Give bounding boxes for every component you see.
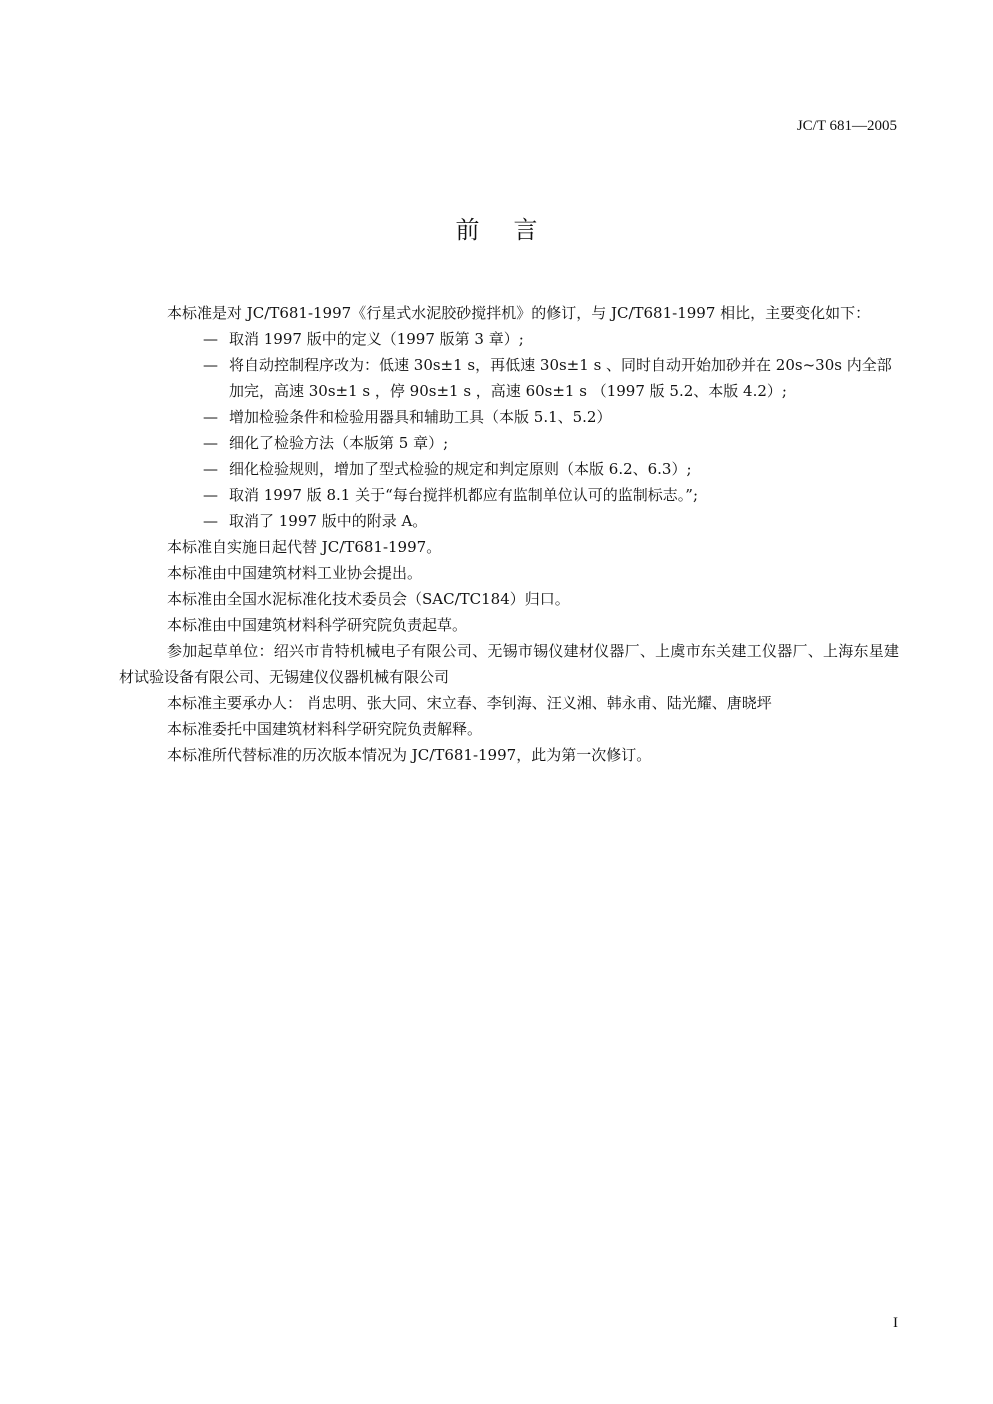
interpretation-statement: 本标准委托中国建筑材料科学研究院负责解释。 — [167, 720, 483, 738]
standard-code: JC/T 681—2005 — [796, 118, 897, 134]
page-title: 前言 — [455, 216, 572, 244]
list-dash: — — [203, 408, 218, 426]
list-item — [119, 508, 899, 534]
intro-paragraph: 本标准是对 JC/T681-1997《行星式水泥胶砂搅拌机》的修订，与 JC/T681-1997 相比，主要变化如下： — [167, 304, 871, 322]
list-dash: — — [203, 356, 218, 374]
list-dash: — — [203, 330, 218, 348]
list-dash: — — [203, 434, 218, 452]
changes-list — [119, 326, 899, 534]
list-item — [119, 352, 899, 404]
document-body — [119, 300, 899, 768]
participants-statement: 参加起草单位：绍兴市肯特机械电子有限公司、无锡市锡仪建材仪器厂、上虞市东关建工仪器厂、上海东星建材试验设备有限公司、无锡建仪仪器机械有限公司 — [119, 642, 899, 686]
main-drafters-statement: 本标准主要承办人： 肖忠明、张大同、宋立春、李钊海、汪义湘、韩永甫、陆光耀、唐晓坪 — [167, 694, 772, 712]
list-item — [119, 326, 899, 352]
list-item-text: 细化了检验方法（本版第 5 章）; — [229, 434, 449, 452]
list-item — [119, 430, 899, 456]
list-dash: — — [203, 460, 218, 478]
list-item-text: 取消 1997 版中的定义（1997 版第 3 章）; — [229, 330, 524, 348]
list-item-text: 将自动控制程序改为：低速 30s±1 s，再低速 30s±1 s 、同时自动开始加砂并在 20s~30s 内全部加完，高速 30s±1 s ，停 90s±1 s ，高速 60s±1 s （1997 版 5.2、本版 4.2）; — [229, 356, 892, 400]
list-item — [119, 404, 899, 430]
page-number: I — [893, 1315, 898, 1331]
drafted-by-statement: 本标准由中国建筑材料科学研究院负责起草。 — [167, 616, 468, 634]
list-item — [119, 456, 899, 482]
history-statement: 本标准所代替标准的历次版本情况为 JC/T681-1997，此为第一次修订。 — [167, 746, 652, 764]
list-item-text: 细化检验规则，增加了型式检验的规定和判定原则（本版 6.2、6.3）; — [229, 460, 692, 478]
list-item-text: 取消了 1997 版中的附录 A。 — [229, 512, 428, 530]
managed-by-statement: 本标准由全国水泥标准化技术委员会（SAC/TC184）归口。 — [167, 590, 570, 608]
list-item-text: 取消 1997 版 8.1 关于“每台搅拌机都应有监制单位认可的监制标志。”; — [229, 486, 698, 504]
list-dash: — — [203, 512, 218, 530]
list-item — [119, 482, 899, 508]
proposed-by-statement: 本标准由中国建筑材料工业协会提出。 — [167, 564, 423, 582]
list-item-text: 增加检验条件和检验用器具和辅助工具（本版 5.1、5.2） — [229, 408, 612, 426]
replaces-statement: 本标准自实施日起代替 JC/T681-1997。 — [167, 538, 442, 556]
list-dash: — — [203, 486, 218, 504]
